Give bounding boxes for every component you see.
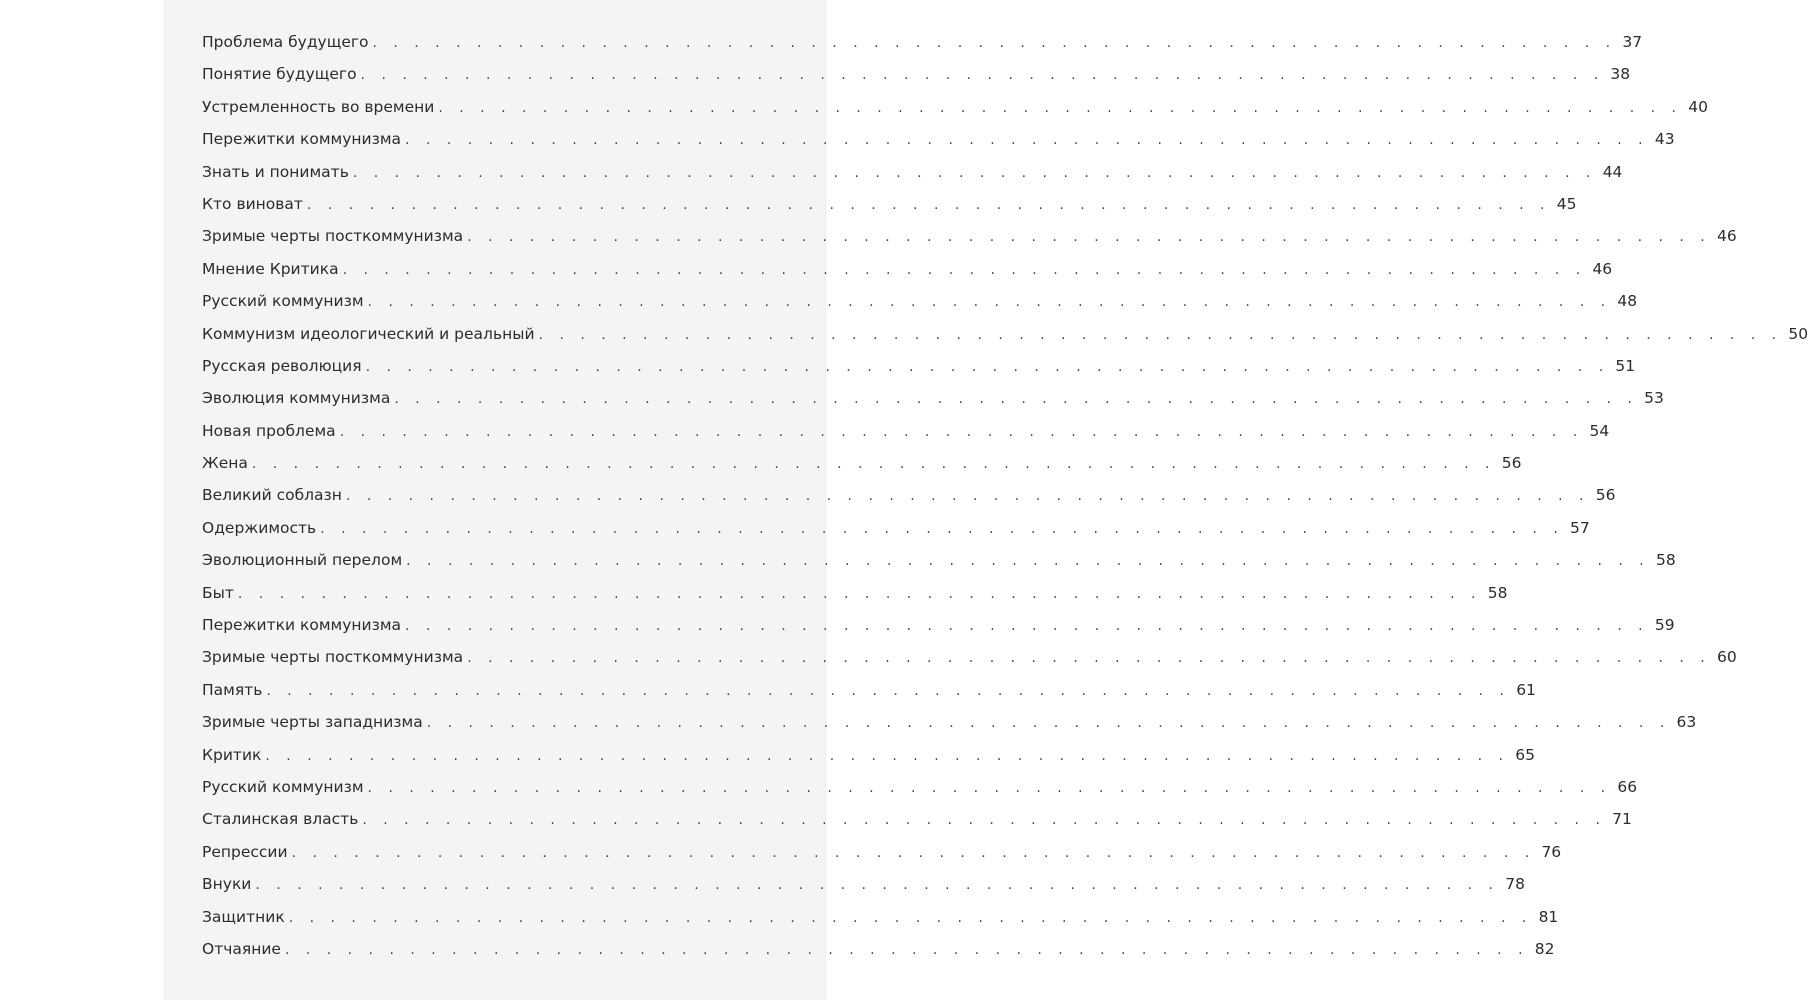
toc-entry-page-number: 53 (1644, 389, 1664, 408)
toc-entry (202, 91, 1708, 123)
dot-leader: . . . . . . . . . . . . . . . . . . . . . . . . . . . . . . . . . . . . . . . . . . . . . . . . . . . . . . . . . . . . (467, 650, 1711, 667)
toc-entry-page-number: 61 (1516, 680, 1536, 699)
toc-entry-title: Новая проблема (202, 421, 336, 440)
dot-leader: . . . . . . . . . . . . . . . . . . . . . . . . . . . . . . . . . . . . . . . . . . . . . . . . . . . . . . . . . . . . (467, 229, 1711, 246)
toc-entry-title: Русский коммунизм (202, 292, 364, 311)
table-of-contents (202, 26, 1808, 965)
dot-leader: . . . . . . . . . . . . . . . . . . . . . . . . . . . . . . . . . . . . . . . . . . . . . . . . . . . . . . . . . . . . (255, 877, 1499, 894)
toc-entry-title: Мнение Критика (202, 259, 339, 278)
toc-entry-title: Эволюционный перелом (202, 551, 403, 570)
toc-entry-page-number: 63 (1676, 713, 1697, 732)
toc-entry-page-number: 57 (1570, 518, 1590, 537)
toc-entry (202, 156, 1623, 188)
toc-entry (202, 803, 1632, 835)
toc-entry (202, 933, 1555, 965)
toc-entry-title: Сталинская власть (202, 810, 359, 829)
toc-entry (202, 868, 1525, 900)
toc-entry-title: Понятие будущего (202, 65, 357, 84)
toc-entry-title: Внуки (202, 875, 252, 894)
toc-entry-title: Русский коммунизм (202, 777, 364, 796)
toc-entry-page-number: 76 (1541, 842, 1562, 861)
toc-entry-page-number: 46 (1717, 227, 1737, 246)
toc-entry-title: Одержимость (202, 518, 317, 537)
toc-entry-title: Быт (202, 583, 234, 602)
toc-entry (202, 609, 1675, 641)
dot-leader: . . . . . . . . . . . . . . . . . . . . . . . . . . . . . . . . . . . . . . . . . . . . . . . . . . . . . . . . . . . . (251, 456, 1496, 473)
toc-entry (202, 123, 1675, 155)
dot-leader: . . . . . . . . . . . . . . . . . . . . . . . . . . . . . . . . . . . . . . . . . . . . . . . . . . . . . . . . . . . . (394, 391, 1638, 408)
dot-leader: . . . . . . . . . . . . . . . . . . . . . . . . . . . . . . . . . . . . . . . . . . . . . . . . . . . . . . . . . . . . (291, 844, 1536, 861)
toc-entry (202, 674, 1536, 706)
toc-entry-title: Знать и понимать (202, 162, 349, 181)
dot-leader: . . . . . . . . . . . . . . . . . . . . . . . . . . . . . . . . . . . . . . . . . . . . . . . . . . . . . . . . . . . . (538, 326, 1783, 343)
toc-entry (202, 739, 1535, 771)
toc-entry (202, 706, 1697, 738)
dot-leader: . . . . . . . . . . . . . . . . . . . . . . . . . . . . . . . . . . . . . . . . . . . . . . . . . . . . . . . . . . . . (367, 779, 1612, 796)
toc-entry-page-number: 59 (1654, 616, 1675, 635)
dot-leader: . . . . . . . . . . . . . . . . . . . . . . . . . . . . . . . . . . . . . . . . . . . . . . . . . . . . . . . . . . . . (265, 747, 1509, 764)
toc-entry (202, 512, 1590, 544)
toc-entry-page-number: 58 (1655, 551, 1676, 570)
toc-entry-title: Коммунизм идеологический и реальный (202, 324, 535, 343)
dot-leader: . . . . . . . . . . . . . . . . . . . . . . . . . . . . . . . . . . . . . . . . . . . . . . . . . . . . . . . . . . . . (405, 618, 1649, 635)
toc-entry-title: Критик (202, 745, 262, 764)
toc-entry-title: Кто виноват (202, 194, 303, 213)
toc-entry (202, 188, 1577, 220)
toc-entry-title: Защитник (202, 907, 285, 926)
toc-entry-title: Репрессии (202, 842, 288, 861)
toc-entry-page-number: 38 (1610, 65, 1631, 84)
toc-entry-page-number: 45 (1556, 194, 1577, 213)
toc-entry-title: Зримые черты западнизма (202, 713, 423, 732)
toc-entry-title: Пережитки коммунизма (202, 130, 402, 149)
dot-leader: . . . . . . . . . . . . . . . . . . . . . . . . . . . . . . . . . . . . . . . . . . . . . . . . . . . . . . . . . . . . (339, 423, 1584, 440)
dot-leader: . . . . . . . . . . . . . . . . . . . . . . . . . . . . . . . . . . . . . . . . . . . . . . . . . . . . . . . . . . . . (306, 196, 1551, 213)
dot-leader: . . . . . . . . . . . . . . . . . . . . . . . . . . . . . . . . . . . . . . . . . . . . . . . . . . . . . . . . . . . . (266, 682, 1510, 699)
toc-entry (202, 447, 1522, 479)
dot-leader: . . . . . . . . . . . . . . . . . . . . . . . . . . . . . . . . . . . . . . . . . . . . . . . . . . . . . . . . . . . . (352, 164, 1597, 181)
dot-leader: . . . . . . . . . . . . . . . . . . . . . . . . . . . . . . . . . . . . . . . . . . . . . . . . . . . . . . . . . . . . (288, 909, 1533, 926)
toc-entry (202, 220, 1737, 252)
toc-entry (202, 544, 1676, 576)
toc-entry-page-number: 78 (1505, 875, 1525, 894)
dot-leader: . . . . . . . . . . . . . . . . . . . . . . . . . . . . . . . . . . . . . . . . . . . . . . . . . . . . . . . . . . . . (360, 67, 1605, 84)
toc-entry-title: Проблема будущего (202, 33, 369, 51)
dot-leader: . . . . . . . . . . . . . . . . . . . . . . . . . . . . . . . . . . . . . . . . . . . . . . . . . . . . . . . . . . . . (345, 488, 1590, 505)
dot-leader: . . . . . . . . . . . . . . . . . . . . . . . . . . . . . . . . . . . . . . . . . . . . . . . . . . . . . . . . . . . . (320, 520, 1564, 537)
dot-leader: . . . . . . . . . . . . . . . . . . . . . . . . . . . . . . . . . . . . . . . . . . . . . . . . . . . . . . . . . . . . (365, 358, 1610, 375)
toc-entry (202, 641, 1737, 673)
toc-entry-title: Великий соблазн (202, 486, 342, 505)
dot-leader: . . . . . . . . . . . . . . . . . . . . . . . . . . . . . . . . . . . . . . . . . . . . . . . . . . . . . . . . . . . . (284, 941, 1529, 958)
toc-entry-page-number: 43 (1654, 130, 1675, 149)
toc-entry-title: Эволюция коммунизма (202, 389, 391, 408)
toc-entry (202, 771, 1638, 803)
toc-entry-title: Устремленность во времени (202, 97, 435, 116)
toc-entry-page-number: 81 (1538, 907, 1559, 926)
toc-entry-page-number: 60 (1717, 648, 1737, 667)
dot-leader: . . . . . . . . . . . . . . . . . . . . . . . . . . . . . . . . . . . . . . . . . . . . . . . . . . . . . . . . . . . . (405, 132, 1649, 149)
toc-entry (202, 382, 1664, 414)
toc-entry-title: Память (202, 680, 263, 699)
toc-entry-title: Зримые черты посткоммунизма (202, 648, 464, 667)
toc-entry-page-number: 51 (1615, 356, 1636, 375)
dot-leader: . . . . . . . . . . . . . . . . . . . . . . . . . . . . . . . . . . . . . . . . . . . . . . . . . . . . . . . . . . . . (362, 812, 1606, 829)
toc-entry (202, 901, 1559, 933)
toc-entry (202, 285, 1638, 317)
toc-entry-page-number: 48 (1617, 292, 1638, 311)
toc-entry-title: Жена (202, 454, 248, 473)
dot-leader: . . . . . . . . . . . . . . . . . . . . . . . . . . . . . . . . . . . . . . . . . . . . . . . . . . . . . . . . . . . . (406, 553, 1650, 570)
dot-leader: . . . . . . . . . . . . . . . . . . . . . . . . . . . . . . . . . . . . . . . . . . . . . . . . . . . . . . . . . . . . (438, 99, 1682, 116)
toc-entry (202, 836, 1562, 868)
dot-leader: . . . . . . . . . . . . . . . . . . . . . . . . . . . . . . . . . . . . . . . . . . . . . . . . . . . . . . . . . . . . (372, 35, 1617, 51)
toc-entry-page-number: 71 (1612, 810, 1632, 829)
toc-entry-title: Русская революция (202, 356, 362, 375)
dot-leader: . . . . . . . . . . . . . . . . . . . . . . . . . . . . . . . . . . . . . . . . . . . . . . . . . . . . . . . . . . . . (342, 261, 1587, 278)
toc-entry (202, 577, 1508, 609)
dot-leader: . . . . . . . . . . . . . . . . . . . . . . . . . . . . . . . . . . . . . . . . . . . . . . . . . . . . . . . . . . . . (367, 294, 1612, 311)
toc-entry-title: Зримые черты посткоммунизма (202, 227, 464, 246)
toc-entry-page-number: 40 (1688, 97, 1708, 116)
toc-entry-page-number: 50 (1788, 324, 1808, 343)
toc-entry (202, 350, 1636, 382)
toc-entry-title: Пережитки коммунизма (202, 616, 402, 635)
toc-entry-page-number: 54 (1589, 421, 1610, 440)
toc-entry-page-number: 82 (1534, 939, 1555, 958)
dot-leader: . . . . . . . . . . . . . . . . . . . . . . . . . . . . . . . . . . . . . . . . . . . . . . . . . . . . . . . . . . . . (237, 585, 1482, 602)
toc-entry-title: Отчаяние (202, 939, 281, 958)
toc-entry (202, 58, 1631, 90)
toc-entry-page-number: 37 (1622, 33, 1643, 51)
toc-entry (202, 318, 1808, 350)
toc-entry-page-number: 44 (1602, 162, 1623, 181)
toc-entry-page-number: 56 (1501, 454, 1522, 473)
toc-entry-page-number: 58 (1487, 583, 1508, 602)
toc-entry-page-number: 65 (1515, 745, 1535, 764)
toc-entry-page-number: 46 (1592, 259, 1613, 278)
toc-entry (202, 415, 1610, 447)
dot-leader: . . . . . . . . . . . . . . . . . . . . . . . . . . . . . . . . . . . . . . . . . . . . . . . . . . . . . . . . . . . . (426, 715, 1671, 732)
toc-entry (202, 26, 1643, 58)
toc-entry (202, 479, 1616, 511)
toc-entry-page-number: 66 (1617, 777, 1638, 796)
toc-entry (202, 253, 1613, 285)
toc-entry-page-number: 56 (1595, 486, 1616, 505)
